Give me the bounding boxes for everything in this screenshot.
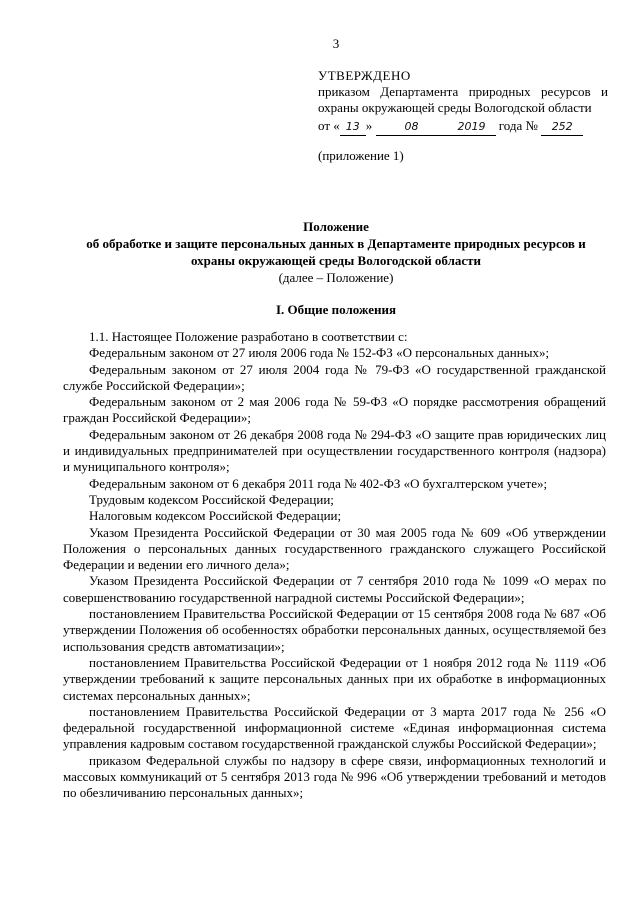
paragraph: Федеральным законом от 6 декабря 2011 года № 402-ФЗ «О бухгалтерском учете»; — [89, 475, 548, 491]
approval-month: 08 — [376, 119, 448, 136]
approval-date-line — [318, 118, 608, 136]
document-subtitle: об обработке и защите персональных данных в Департаменте природных ресурсов и охраны окружающей среды Вологодской области — [86, 236, 586, 268]
paragraph: Федеральным законом от 2 мая 2006 года № 59-ФЗ «О порядке рассмотрения обращений граждан Российской Федерации»; — [63, 394, 606, 426]
document-title: Положение — [303, 219, 369, 234]
approval-heading: УТВЕРЖДЕНО — [318, 68, 411, 83]
paragraph: Налоговым кодексом Российской Федерации; — [89, 508, 342, 524]
paragraph: приказом Федеральной службы по надзору в сфере связи, информационных технологий и массовых коммуникаций от 5 сентября 2013 года № 996 «Об утверждении требований и методов по обезличиванию персональных данных»; — [63, 752, 606, 801]
document-short-name: (далее – Положение) — [278, 270, 394, 285]
approval-day: 13 — [340, 119, 366, 136]
paragraph: Федеральным законом от 26 декабря 2008 года № 294-ФЗ «О защите прав юридических лиц и индивидуальных предпринимателей при осуществлении государственного контроля (надзора) и муниципального контроля»; — [63, 426, 606, 475]
approval-body: приказом Департамента природных ресурсов и охраны окружающей среды Вологодской области — [318, 84, 608, 115]
year-suffix: года № — [498, 118, 538, 133]
document-title-block — [70, 218, 602, 286]
paragraph: Федеральным законом от 27 июля 2006 года № 152-ФЗ «О персональных данных»; — [89, 345, 550, 361]
paragraph: Указом Президента Российской Федерации от 7 сентября 2010 года № 1099 «О мерах по совершенствованию государственной наградной системы Российской Федерации»; — [63, 573, 606, 605]
date-prefix: от « — [318, 118, 340, 133]
paragraph: постановлением Правительства Российской Федерации от 3 марта 2017 года № 256 «О федеральной государственной информационной системе «Единая информационная система управления кадровым составом государственной гражданской службы Российской Федерации»; — [63, 703, 606, 752]
approval-number: 252 — [541, 119, 583, 136]
paragraph: постановлением Правительства Российской Федерации от 15 сентября 2008 года № 687 «Об утверждении Положения об особенностях обработки персональных данных, осуществляемой без использования средств автоматизации»; — [63, 606, 606, 654]
day-suffix: » — [365, 118, 373, 133]
page-number: 3 — [332, 36, 340, 51]
paragraph: Федеральным законом от 27 июля 2004 года № 79-ФЗ «О государственной гражданской службе Российской Федерации»; — [63, 361, 606, 393]
document-body — [63, 329, 606, 802]
approval-year: 2019 — [448, 119, 496, 136]
approval-stamp — [318, 68, 608, 164]
paragraph: Трудовым кодексом Российской Федерации; — [89, 491, 334, 507]
appendix-note: (приложение 1) — [318, 148, 404, 163]
paragraph: 1.1. Настоящее Положение разработано в соответствии с: — [89, 329, 408, 344]
section-title: I. Общие положения — [276, 302, 396, 317]
paragraph: Указом Президента Российской Федерации от 30 мая 2005 года № 609 «Об утверждении Положения о персональных данных государственного гражданского служащего Российской Федерации и ведении его личного дела»; — [63, 524, 606, 573]
paragraph: постановлением Правительства Российской Федерации от 1 ноября 2012 года № 1119 «Об утверждении требований к защите персональных данных при их обработке в информационных системах персональных данных»; — [63, 654, 606, 703]
